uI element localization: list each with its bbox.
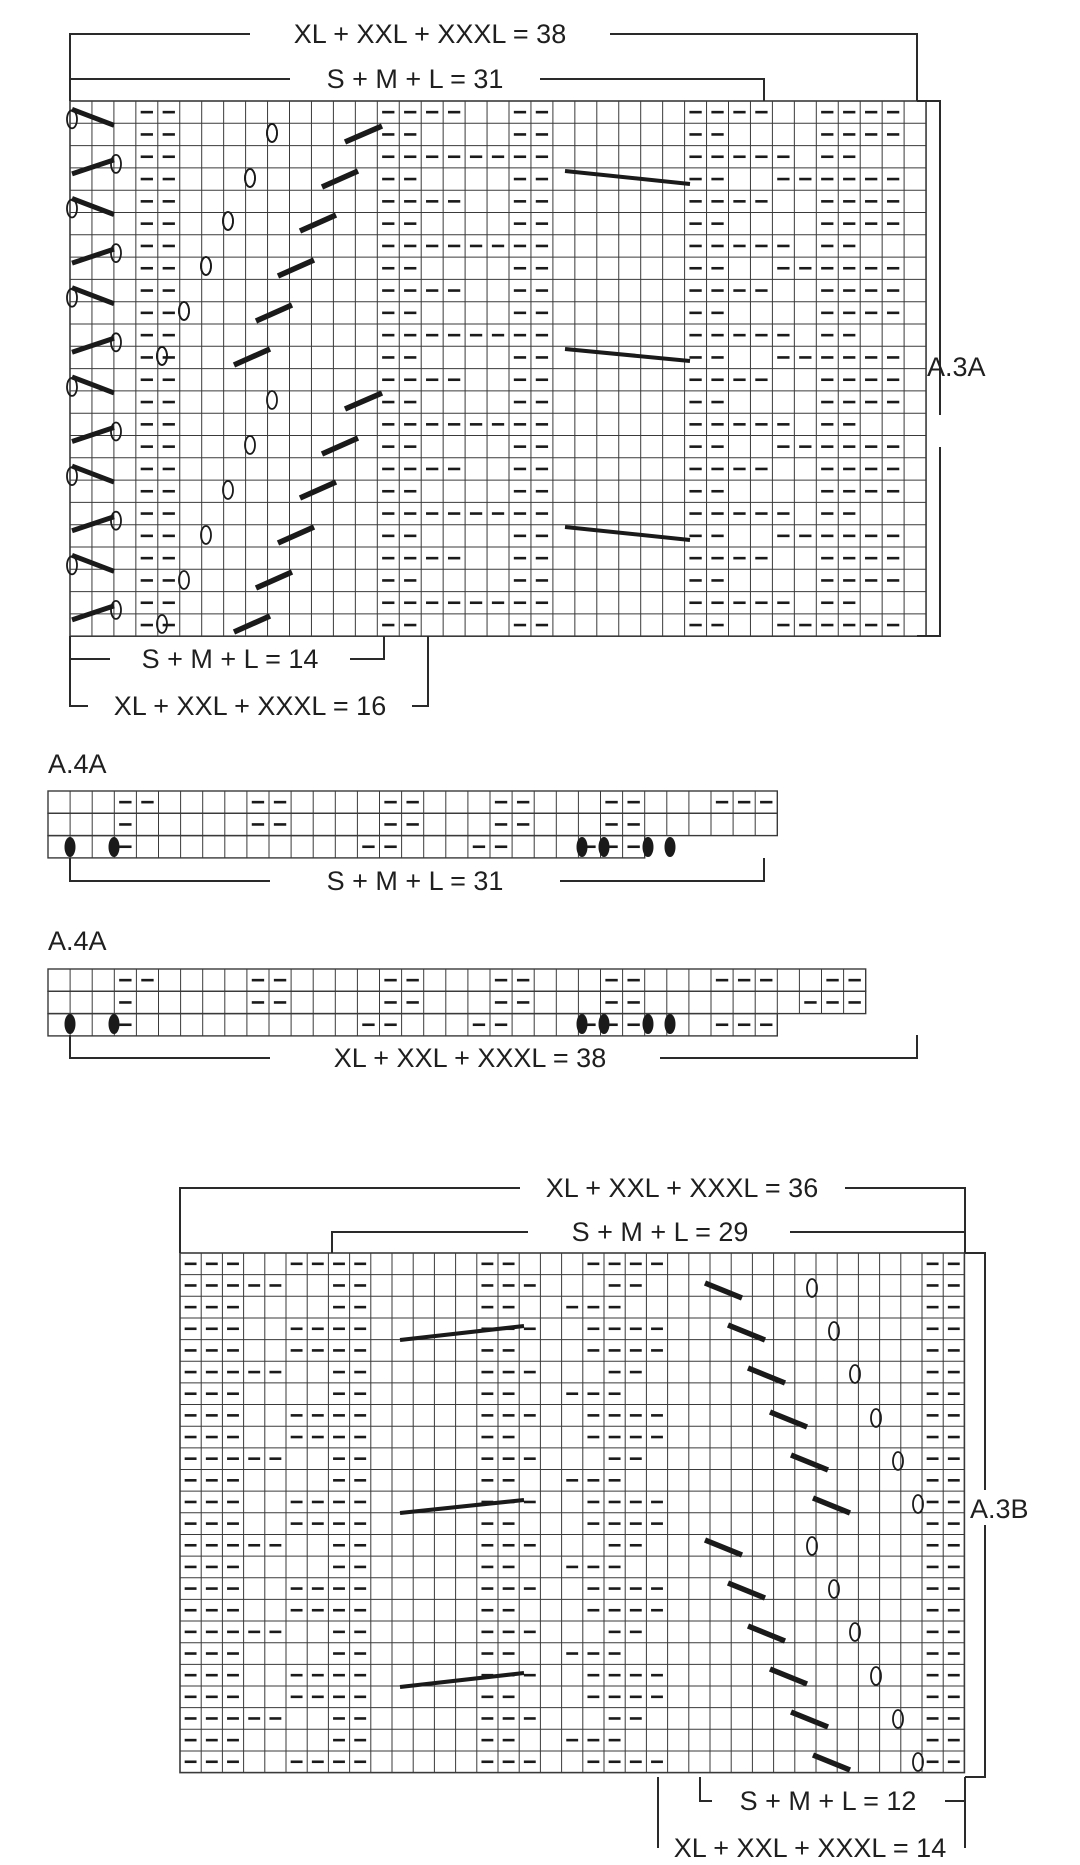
yarn-over-symbol <box>67 200 77 218</box>
bobble-symbol <box>577 1014 588 1034</box>
a3a-bottom-small-label: S + M + L = 14 <box>141 644 319 674</box>
yarn-over-symbol <box>223 212 233 230</box>
cable-symbol <box>345 126 382 142</box>
cable-symbol <box>234 349 270 365</box>
cable-symbol <box>813 1498 850 1513</box>
yarn-over-symbol <box>111 333 121 351</box>
yarn-over-symbol <box>111 244 121 262</box>
cable-symbol <box>748 1368 785 1383</box>
cable-symbol <box>565 349 690 361</box>
yarn-over-symbol <box>111 512 121 530</box>
cable-symbol <box>278 527 314 543</box>
cable-symbol <box>256 305 292 321</box>
yarn-over-symbol <box>67 110 77 128</box>
yarn-over-symbol <box>893 1710 903 1728</box>
cable-symbol <box>72 160 114 174</box>
chart-a4a-xl-symbols <box>65 980 861 1034</box>
a4a-title-2: A.4A <box>48 926 107 956</box>
yarn-over-symbol <box>67 556 77 574</box>
cable-symbol <box>728 1325 765 1340</box>
yarn-over-symbol <box>67 378 77 396</box>
yarn-over-symbol <box>67 289 77 307</box>
yarn-over-symbol <box>111 155 121 173</box>
cable-symbol <box>400 1326 524 1340</box>
cable-symbol <box>400 1673 524 1687</box>
cable-symbol <box>234 616 270 632</box>
cable-symbol <box>770 1669 807 1684</box>
a4a-bottom-1: S + M + L = 31 <box>326 866 504 896</box>
cable-symbol <box>791 1455 828 1470</box>
yarn-over-symbol <box>245 436 255 454</box>
chart-a3b <box>180 1173 1029 1863</box>
a3a-top-big-label: XL + XXL + XXXL = 38 <box>293 19 567 49</box>
cable-symbol <box>748 1626 785 1641</box>
chart-a4a-xl <box>48 926 917 1073</box>
chart-a4a-sml-symbols <box>65 802 773 857</box>
cable-symbol <box>728 1583 765 1598</box>
grid-row <box>48 836 645 858</box>
cable-symbol <box>322 171 358 187</box>
cable-symbol <box>400 1500 524 1513</box>
cable-symbol <box>300 482 336 498</box>
bobble-symbol <box>109 1014 120 1034</box>
yarn-over-symbol <box>179 571 189 589</box>
bobble-symbol <box>665 837 676 857</box>
cable-symbol <box>565 527 690 540</box>
a3a-side-label: A.3A <box>927 352 986 382</box>
a4a-bottom-2: XL + XXL + XXXL = 38 <box>333 1043 607 1073</box>
cable-symbol <box>345 393 382 409</box>
yarn-over-symbol <box>111 601 121 619</box>
bobble-symbol <box>599 1014 610 1034</box>
bobble-symbol <box>643 837 654 857</box>
yarn-over-symbol <box>223 481 233 499</box>
cable-symbol <box>72 517 114 531</box>
cable-symbol <box>72 428 114 442</box>
yarn-over-symbol <box>201 257 211 275</box>
yarn-over-symbol <box>179 302 189 320</box>
chart-a3a-grid <box>70 101 926 636</box>
a4a-title-1: A.4A <box>48 749 107 779</box>
cable-symbol <box>72 606 114 620</box>
yarn-over-symbol <box>267 124 277 142</box>
yarn-over-symbol <box>157 347 167 365</box>
bobble-symbol <box>65 1014 76 1034</box>
bobble-symbol <box>643 1014 654 1034</box>
cable-symbol <box>770 1412 807 1427</box>
a3a-bottom-big-label: XL + XXL + XXXL = 16 <box>113 691 387 721</box>
a3b-top-small-label: S + M + L = 29 <box>571 1217 749 1247</box>
yarn-over-symbol <box>201 526 211 544</box>
cable-symbol <box>705 1540 742 1555</box>
yarn-over-symbol <box>111 423 121 441</box>
chart-a4a-sml <box>48 749 777 896</box>
cable-symbol <box>72 338 114 352</box>
cable-symbol <box>813 1755 850 1770</box>
a3a-top-small-label: S + M + L = 31 <box>326 64 504 94</box>
bobble-symbol <box>577 837 588 857</box>
yarn-over-symbol <box>893 1452 903 1470</box>
yarn-over-symbol <box>67 467 77 485</box>
cable-symbol <box>278 260 314 276</box>
cable-symbol <box>72 249 114 263</box>
a3b-side-label: A.3B <box>970 1494 1029 1524</box>
cable-symbol <box>565 171 690 184</box>
yarn-over-symbol <box>267 391 277 409</box>
chart-a3a <box>67 19 986 721</box>
cable-symbol <box>705 1283 742 1298</box>
cable-symbol <box>322 438 358 454</box>
a3b-bottom-big-label: XL + XXL + XXXL = 14 <box>673 1833 947 1863</box>
bobble-symbol <box>599 837 610 857</box>
a3b-top-big-label: XL + XXL + XXXL = 36 <box>545 1173 819 1203</box>
bobble-symbol <box>109 837 120 857</box>
cable-symbol <box>791 1712 828 1727</box>
cable-symbol <box>256 572 292 588</box>
cable-symbol <box>300 215 336 231</box>
yarn-over-symbol <box>245 169 255 187</box>
a3b-bottom-small-label: S + M + L = 12 <box>739 1786 917 1816</box>
grid-row <box>48 991 866 1013</box>
bobble-symbol <box>65 837 76 857</box>
bobble-symbol <box>665 1014 676 1034</box>
a3a-size-brackets <box>70 34 940 706</box>
